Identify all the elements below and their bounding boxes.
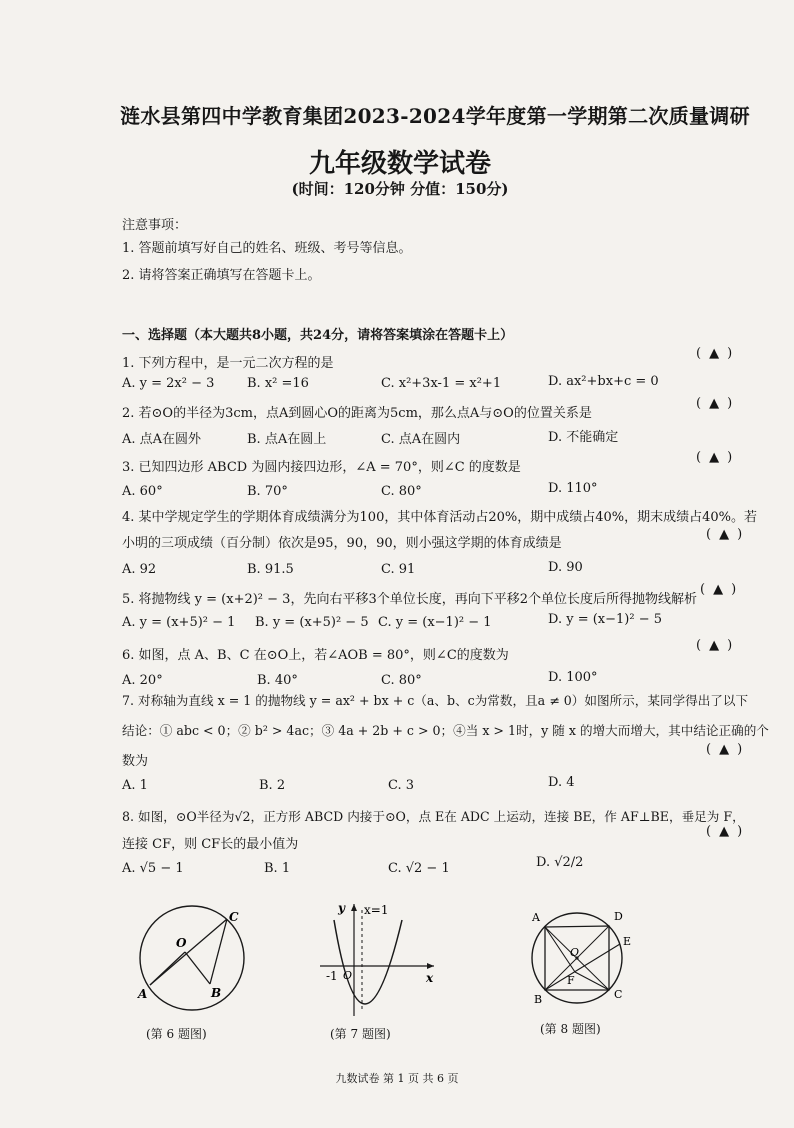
answer-mark: ( ▲ ): [696, 638, 733, 653]
figure-7: [312, 898, 442, 1023]
option: C. y = (x−1)² − 1: [378, 615, 492, 630]
option: D. 110°: [548, 481, 598, 496]
label-F: F: [567, 974, 575, 987]
answer-mark: ( ▲ ): [696, 396, 733, 411]
label-B: B: [211, 986, 222, 1000]
label-y: y: [338, 901, 345, 915]
question-stem: 4. 某中学规定学生的学期体育成绩满分为100，其中体育活动占20%，期中成绩占40%，期末成绩占40%。若: [122, 510, 758, 525]
note-item: 2. 请将答案正确填写在答题卡上。: [122, 268, 321, 283]
figure-8-caption: (第 8 题图): [540, 1022, 601, 1036]
option: A. 1: [122, 778, 148, 793]
option: B. y = (x+5)² − 5: [255, 615, 369, 630]
question-stem: 7. 对称轴为直线 x = 1 的抛物线 y = ax² + bx + c（a、b、c为常数，且a ≠ 0）如图所示，某同学得出了以下: [122, 693, 749, 708]
option: B. 70°: [247, 484, 288, 499]
option: B. 91.5: [247, 562, 294, 577]
answer-mark: ( ▲ ): [706, 824, 743, 839]
question-stem-cont: 数为: [122, 754, 149, 769]
label-C: C: [229, 910, 239, 924]
option: A. y = (x+5)² − 1: [122, 615, 236, 630]
label-E: E: [623, 935, 632, 948]
option: D. ax²+bx+c = 0: [548, 374, 659, 389]
note-item: 1. 答题前填写好自己的姓名、班级、考号等信息。: [122, 241, 412, 256]
exam-info: (时间：120分钟 分值：150分): [291, 180, 509, 198]
question-stem: 8. 如图，⊙O半径为√2，正方形 ABCD 内接于⊙O，点 E在 ADC 上运动，连接 BE，作 AF⊥BE，垂足为 F，: [122, 809, 745, 824]
option: C. 80°: [381, 673, 422, 688]
label-O: O: [176, 936, 187, 950]
figure-8: [526, 905, 646, 1015]
question-stem-cont: 小明的三项成绩（百分制）依次是95，90，90，则小强这学期的体育成绩是: [122, 536, 562, 551]
option: A. 60°: [122, 484, 163, 499]
question-stem: 3. 已知四边形 ABCD 为圆内接四边形，∠A = 70°，则∠C 的度数是: [122, 460, 521, 475]
label-C: C: [614, 988, 623, 1001]
label-D: D: [614, 910, 623, 923]
question-stem: 5. 将抛物线 y = (x+2)² − 3，先向右平移3个单位长度，再向下平移2个单位长度后所得抛物线解析: [122, 592, 697, 607]
label-minus-1: -1: [326, 969, 338, 983]
option: B. x² =16: [247, 376, 309, 391]
option: A. 20°: [122, 673, 163, 688]
figure-6-caption: (第 6 题图): [146, 1027, 207, 1041]
option: C. 91: [381, 562, 416, 577]
answer-mark: ( ▲ ): [696, 450, 733, 465]
option: C. 80°: [381, 484, 422, 499]
option: B. 40°: [257, 673, 298, 688]
option: B. 1: [264, 861, 291, 876]
option: C. 点A在圆内: [381, 432, 461, 447]
option: A. 92: [122, 562, 157, 577]
question-stem-cont: 连接 CF，则 CF长的最小值为: [122, 837, 299, 852]
exam-subtitle: 九年级数学试卷: [308, 149, 491, 179]
exam-title: 涟水县第四中学教育集团2023-2024学年度第一学期第二次质量调研: [120, 104, 750, 128]
option: D. √2/2: [536, 855, 584, 870]
label-O: O: [570, 946, 580, 959]
page-footer: 九数试卷 第 1 页 共 6 页: [335, 1072, 459, 1085]
option: B. 点A在圆上: [247, 432, 327, 447]
figure-6: [130, 905, 260, 1015]
option: A. √5 − 1: [122, 861, 184, 876]
answer-mark: ( ▲ ): [706, 527, 743, 542]
notes-heading: 注意事项：: [122, 218, 188, 233]
option: D. 4: [548, 775, 575, 790]
option: D. 100°: [548, 670, 598, 685]
label-x: x: [426, 971, 434, 985]
option: A. 点A在圆外: [122, 432, 202, 447]
section-heading: 一、选择题（本大题共8小题，共24分，请将答案填涂在答题卡上）: [122, 328, 514, 343]
option: D. 不能确定: [548, 430, 619, 445]
option: C. x²+3x-1 = x²+1: [381, 376, 502, 391]
answer-mark: ( ▲ ): [700, 582, 737, 597]
option: C. √2 − 1: [388, 861, 450, 876]
answer-mark: ( ▲ ): [696, 346, 733, 361]
figure-7-caption: (第 7 题图): [330, 1027, 391, 1041]
label-A: A: [138, 987, 148, 1001]
label-x-equals-1: x=1: [364, 903, 389, 917]
option: C. 3: [388, 778, 415, 793]
question-stem: 6. 如图，点 A、B、C 在⊙O上，若∠AOB = 80°，则∠C的度数为: [122, 648, 509, 663]
question-stem-cont: 结论：① abc < 0；② b² > 4ac；③ 4a + 2b + c > 0；④当 x > 1时，y 随 x 的增大而增大，其中结论正确的个: [122, 723, 769, 738]
label-O: O: [343, 969, 353, 982]
label-A: A: [532, 911, 540, 924]
option: D. y = (x−1)² − 5: [548, 612, 663, 627]
answer-mark: ( ▲ ): [706, 742, 743, 757]
question-stem: 1. 下列方程中，是一元二次方程的是: [122, 356, 334, 371]
option: D. 90: [548, 560, 583, 575]
option: A. y = 2x² − 3: [122, 376, 215, 391]
label-B: B: [534, 993, 543, 1006]
option: B. 2: [259, 778, 286, 793]
question-stem: 2. 若⊙O的半径为3cm，点A到圆心O的距离为5cm，那么点A与⊙O的位置关系是: [122, 406, 592, 421]
